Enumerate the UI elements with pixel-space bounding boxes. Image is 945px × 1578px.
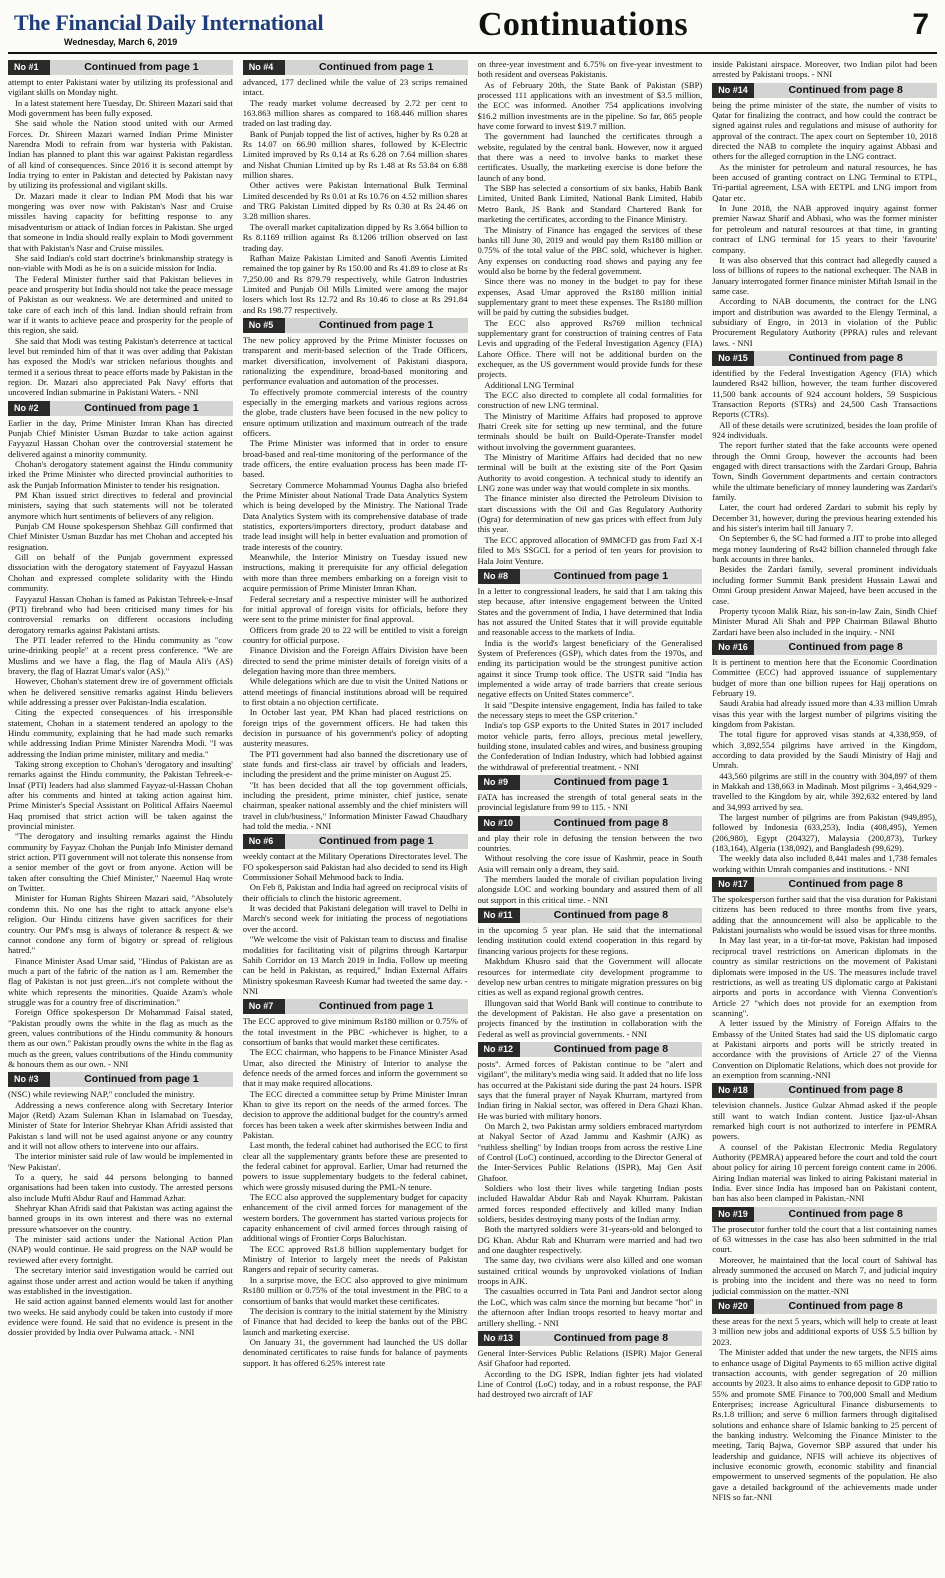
story-paragraph: As of February 20th, the State Bank of Pakistan (SBP) processed 111 applications with an investment of $3.5 million, the ECC was informed. Another 754 applications involving $16.2 million investments are in the pipeline. So far, 865 people have come forward to invest $19.7 million. <box>477 79 703 132</box>
continued-from-label: Continued from page 1 <box>553 776 669 789</box>
story-paragraph: "We welcome the visit of Pakistan team to discuss and finalise modalities for facilitating visit of pilgrims through Kartarpur Sahib Corridor on 13 March 2019 in India. Follow up meeting can be held in Pakistan, as required," Indian External Affairs Ministry spokesman Raveesh Kumar had tweeted the same day. - NNI <box>242 934 468 996</box>
story-paragraph: The Prime Minister was informed that in order to ensure broad-based and real-time monitoring of the performance of the trade officers, the entire evaluation process has been made IT-based. <box>242 438 468 480</box>
continued-from-label: Continued from page 1 <box>84 61 199 73</box>
story-paragraph: The Minister added that under the new targets, the NFIS aims to enhance usage of Digital Payments to 65 million active digital transaction accounts, with gender segregation of 20 million accounts by 2023. It also aims to enhance deposit to GDP ratio to 55% and promote SME Finance to 700,000 Small and Medium Enterprises; increase Agricultural Finance disbursements to Rs.1.8 trillion; and serve 6 million farmers through digitalised solutions and enhance share of Islamic banking to 25 percent of the banking industry. Welcoming the Finance Minister to the meeting, Tariq Bajwa, Governor SBP assured that under his leadership and guidance, NFIS will achieve its objectives of inclusive economic growth, economic stability and financial empowerment to unserved segments of the population. He also gave a detailed background of the achievements made under NFIS so far.-NNI <box>712 1347 937 1502</box>
story-number: No #7 <box>243 999 285 1014</box>
story-paragraph: advanced, 177 declined while the value of 23 scrips remained intact. <box>242 77 468 98</box>
story-header <box>712 877 937 892</box>
story-paragraph: To a query, he said 44 persons belonging to banned organisations had been taken into custody. The arrested persons also include Mufti Abdur Rauf and Hammad Azhar. <box>8 1172 233 1203</box>
continued-story <box>243 318 468 832</box>
story-paragraph: All of these details were scrutinized, besides the loan profile of 924 individuals. <box>712 419 937 440</box>
story-paragraph: The Ministry of Maritime Affairs had proposed to approve Jhatri Creek site for setting up new terminal, and the future terminals should be built on Build-Operate-Transfer model without involving the government guarantees. <box>477 410 703 452</box>
story-number: No #8 <box>478 569 520 584</box>
story-header <box>478 908 703 923</box>
story-header <box>712 1207 937 1222</box>
story-paragraph: The spokesperson further said that the visa duration for Pakistani citizens has been reduced to three months from five years, adding that the announcement will also be applicable to the Pakistani journalists who would be issued visas for three months. <box>712 894 937 936</box>
story-paragraph: Dr. Mazari made it clear to Indian PM Modi that his war mongering was over now with Pakistan's Nasr and Cruise missiles having capacity for befitting response to any misadventurism or attack of Indian forces in Pakistan. She urged that someone in India should really explain to Modi government that with Pakistan's Nasr and Cruise missiles. <box>8 190 233 253</box>
continued-from-label: Continued from page 8 <box>553 909 669 922</box>
continued-from-label: Continued from page 1 <box>318 835 434 848</box>
story-paragraph: The overall market capitalization dipped by Rs 3.664 billion to Rs 8.1169 trillion against Rs 8.1206 trillion observed on last trading day. <box>242 221 468 253</box>
continued-from-label: Continued from page 1 <box>553 569 669 582</box>
story-paragraph: According to NAB documents, the contract for the LNG import and distribution was awarded to the Elengy Terminal, a subsidiary of Engro, in 2013 in violation of the Public Procurement Regulatory Authority (PPRA) rules and relevant laws. - NNI <box>712 296 937 348</box>
story-paragraph: The report further stated that the fake accounts were opened through the Omni Group, however the accounts had been engaged with direct transactions with the Zardari Group, Bahria Town, Sindh Government departments and certain contractors while the ultimate beneficiary of money laundering was Zardari's family. <box>712 440 937 503</box>
story-header <box>8 401 233 416</box>
story-paragraph: and play their role in defusing the tension between the two countries. <box>477 832 703 854</box>
story-header <box>712 83 937 98</box>
story-paragraph: The ECC directed a committee setup by Prime Minister Imran Khan to give its report on the needs of the armed forces. The decision to approve the additional budget for the country's armed forces has been taken a week after skirmishes between India and Pakistan. <box>242 1088 468 1140</box>
story-paragraph: The largest number of pilgrims are from Pakistan (949,895), followed by Indonesia (633,253), India (408,495), Yemen (206,980), Egypt (204327), Malaysia (200,873), Turkey (183,164), Algeria (138,092), and Bangladesh (99,629). <box>712 812 937 854</box>
continued-story <box>712 83 937 348</box>
story-number: No #2 <box>8 401 50 416</box>
story-paragraph: The total figure for approved visas stands at 4,338,959, of which 3,892,554 pilgrims have arrived in the Kingdom, according to data provided by the Saudi Ministry of Hajj and Umrah. <box>712 729 937 771</box>
story-paragraph: The SBP has selected a consortium of six banks, Habib Bank Limited, United Bank Limited, National Bank Limited, Habib Metro Bank, JS Bank and Standard Chartered Bank for marketing the certificates, according to the Finance Ministry. <box>477 183 703 225</box>
continued-story <box>478 59 703 566</box>
story-header <box>478 775 703 790</box>
story-header <box>478 569 703 584</box>
story-number: No #10 <box>478 816 520 831</box>
story-paragraph: identified by the Federal Investigation Agency (FIA) which laundered Rs42 billion, however, the team further discovered 11,500 bank accounts of 924 account holders, 59 Suspicious Transaction Reports (STRs) and 24,500 Cash Transactions Reports (CTRs). <box>712 367 937 420</box>
story-number: No #13 <box>478 1331 520 1346</box>
story-paragraph: She said whole the Nation stood united with our Armed Forces. Dr. Shireen Mazari warned Indian Prime Minister Narendra Modi to refrain from war hysteria with Pakistan. Indian has planned to plant this war against Pakistan regardless of all kind of consequences. Since 2016 it is second attempt by India trying to enter in Pakistan and detected by Pakistan navy by utilizing its professional and vigilant skills. <box>8 118 233 191</box>
story-paragraph: In a letter to congressional leaders, he said that I am taking this step because, after intensive engagement between the United States and the government of India, I have determined that India has not assured the United States that it will provide equitable and reasonable access to the markets of India. <box>477 585 703 638</box>
continued-from-label: Continued from page 8 <box>788 83 903 96</box>
story-paragraph: In a latest statement here Tuesday, Dr. Shireen Mazari said that Modi government has been fully exposed. <box>8 97 233 119</box>
story-header <box>478 1042 703 1057</box>
story-paragraph: According to the DG ISPR, Indian fighter jets had violated Line of Control (LoC) today, and in a robust response, the PAF had destroyed two aircraft of IAF <box>477 1368 703 1400</box>
story-paragraph: The Ministry of Finance has engaged the services of these banks till June 30, 2019 and would pay them Rs180 million or 0.75% of the total value of the PBC sold, whichever is higher. Any expenses on conducting road shows and paying any fee would also be borne by the federal government. <box>477 224 703 276</box>
story-paragraph: Illungovan said that World Bank will continue to contribute to the development of Pakistan. He also gave a presentation on projects financed by the institution in collaboration with the Federal as well as provincial governments. - NNI <box>477 997 703 1039</box>
story-number: No #18 <box>712 1083 754 1098</box>
story-paragraph: "It has been decided that all the top government officials, including the president, prime minister, chief justice, senate chairman, speaker national assembly and the chief ministers will travel in club/business," Information Minister Fawad Chaudhary had told the media. - NNI <box>242 779 468 832</box>
story-header <box>243 834 468 849</box>
story-paragraph: 443,560 pilgrims are still in the country with 304,897 of them in Makkah and 138,663 in Madinah. Most pilgrims - 3,464,929 - travelled to the Kingdom by air, while 392,632 entered by land and 34,993 arrived by sea. <box>712 770 937 812</box>
story-paragraph: In a surprise move, the ECC also approved to give minimum Rs180 million or 0.75% of the total investment in the PBC to a consortium of banks that would market these certificates. <box>242 1274 468 1306</box>
continued-from-label: Continued from page 8 <box>788 640 903 653</box>
story-paragraph: A letter issued by the Ministry of Foreign Affairs to the Embassy of the United States had said the US diplomatic cargo at Pakistani airports and ports will be strictly treated in accordance with the provisions of Article 27 of the Vienna Convention on Diplomatic Relations, which does not provide for an exemption from scanning.-NNI <box>712 1018 937 1080</box>
story-header <box>712 640 937 655</box>
story-number: No #20 <box>712 1299 754 1314</box>
story-paragraph: The secretary interior said investigation would be carried out against those under arrest and action would be taken if anything was established in the investigation. <box>8 1265 233 1296</box>
story-paragraph: In May last year, in a tit-for-tat move, Pakistan had imposed reciprocal travel restrictions on American diplomats in the country as similar restrictions on the movement of Pakistani diplomats were imposed in the US. The measures include travel restrictions, as well as treating US diplomatic cargo at Pakistani airports and ports in accordance with Vienna Convention's Article 27 "which does not provide for an exemption from scanning". <box>712 935 937 1018</box>
continued-from-label: Continued from page 8 <box>788 351 903 364</box>
story-paragraph: On Feb 8, Pakistan and India had agreed on reciprocal visits of their officials to clinch the historic agreement. <box>242 882 468 903</box>
story-header <box>8 1072 233 1087</box>
story-paragraph: Property tycoon Malik Riaz, his son-in-law Zain, Sindh Chief Minister Murad Ali Shah and PPP Chairman Bilawal Bhutto Zardari have been also included in the inquiry. - NNI <box>712 605 937 637</box>
story-paragraph: India is the world's largest beneficiary of the Generalised System of Preferences (GSP), which dates from the 1970s, and ending its participation would be the strongest punitive action against it since Trump took office. The USTR said "India has implemented a wide array of trade barriers that create serious negative effects on United States commerce". <box>477 637 703 700</box>
story-number: No #4 <box>243 60 285 75</box>
column-3 <box>478 59 703 1577</box>
continued-story <box>712 1207 937 1296</box>
story-paragraph: It was decided that Pakistani delegation will travel to Delhi in March's second week for initiating the process of negotiations over the accord. <box>242 903 468 934</box>
story-paragraph: On September 6, the SC had formed a JIT to probe into alleged mega money laundering of Rs42 billion channeled through fake bank accounts in three banks. <box>712 533 937 565</box>
story-header <box>243 999 468 1014</box>
story-paragraph: The government had launched the certificates through a website, regulated by the central bank. However, now it argued that there was a need to involve banks to market these certificates. Usually, the marketing exercise is done before the launch of any bond. <box>477 131 703 183</box>
story-paragraph: Saudi Arabia had already issued more than 4.33 million Umrah visas this year with the largest number of pilgrims visiting the kingdom from Pakistan. <box>712 698 937 729</box>
story-paragraph: Moreover, he maintained that the local court of Sahiwal has already summoned the accused on March 7, and judicial inquiry is probing into the incident and there was no need to form judicial commission on the matter.-NNI <box>712 1254 937 1296</box>
story-paragraph: "The derogatory and insulting remarks against the Hindu community by Fayyaz Chohan the Punjab Info Minister demand strict action. PTI government will not tolerate this nonsense from a senior member of the govt or from anyone. Action will be taken after consulting the Chief Minister," Naeemul Haq wrote on Twitter. <box>8 831 233 894</box>
story-paragraph: television channels. Justice Gulzar Ahmad asked if the people still want to watch Indian content. Justice Ijaz-ul-Ahsan remarked high court is not authorized to interfere in PEMRA powers. <box>712 1100 937 1142</box>
story-header <box>712 1299 937 1314</box>
continued-story <box>478 908 703 1039</box>
continued-story <box>712 351 937 637</box>
story-paragraph: In June 2018, the NAB approved inquiry against former premier Nawaz Sharif and Abbasi, who was the former minister for petroleum and natural resources at that time, in granting contract of LNG terminal for 15 years to their 'favourite' company. <box>712 203 937 255</box>
story-header <box>8 60 233 75</box>
story-paragraph: Fayyazul Hassan Chohan is famed as Pakistan Tehreek-e-Insaf (PTI) firebrand who had been criticised many times for his controversial remarks on different occasions including derogatory remarks against Pakistani artists. <box>8 593 233 635</box>
story-paragraph: The members lauded the morale of civilian population living alongside LOC and working boundary and assured them of all out support in this critical time. - NNI <box>477 874 703 905</box>
story-paragraph: She said Indian's cold start doctrine's brinkmanship strategy is non-viable with Modi as he is on a suicide mission for India. <box>8 252 233 274</box>
continued-story <box>243 999 468 1368</box>
section-title: Continuations <box>478 6 688 43</box>
story-paragraph: Since there was no money in the budget to pay for these expenses, Asad Umar approved the Rs180 million initial supplementary grant to meet these expenses. The Rs180 million will be paid by cutting the subsidies budget. <box>477 276 703 318</box>
story-paragraph: While delegations which are due to visit the United Nations or attend meetings of financial institutions abroad will be required to first obtain a no objection certificate. <box>242 676 468 707</box>
story-paragraph: Finance Minister Asad Umar said, "Hindus of Pakistan are as much a part of the fabric of the nation as I am. Remember the flag of Pakistan is not just green...it's not complete without the white which represents the minorities. Quaide Azam's whole struggle was for a country free of discrimination." <box>8 955 233 1007</box>
story-paragraph: Officers from grade 20 to 22 will be entitled to visit a foreign country for official purpose. <box>242 624 468 645</box>
continued-story <box>8 60 233 398</box>
continued-story <box>8 1072 233 1337</box>
continued-from-label: Continued from page 8 <box>788 1300 903 1313</box>
story-paragraph: It said "Despite intensive engagement, India has failed to take the necessary steps to meet the GSP criterion." <box>477 699 703 720</box>
story-paragraph: inside Pakistani airspace. Moreover, two Indian pilot had been arrested by Pakistani troops. - NNI <box>712 59 937 80</box>
story-paragraph: However, Chohan's statement drew ire of government officials when he delivered sensitive remarks against Hindu believers while addressing a presser over Pakistan-India escalation. <box>8 676 233 707</box>
story-paragraph: Later, the court had ordered Zardari to submit his reply by December 31, however, during the previous hearing extended his and his sister's interim bail till January 7. <box>712 502 937 534</box>
story-paragraph: Foreign Office spokesperson Dr Mohammad Faisal stated, "Pakistan proudly owns the white in the flag as much as the green, values contributions of the Hindu community & honours them as our own." Pakistan proudly owns the white in the flag as much as the green, values contributions of the Hindu community & honours them as our own. - NNI <box>8 1007 233 1069</box>
page-number: 7 <box>912 8 929 41</box>
story-paragraph: The interior minister said rule of law would be implemented in 'New Pakistan'. <box>8 1151 233 1172</box>
continued-story <box>478 569 703 772</box>
story-paragraph: Earlier in the day, Prime Minister Imran Khan has directed Punjab Chief Minister Usman Buzdar to take action against Fayyazul Hassan Chohan over the controversial statement he delivered against a minority community. <box>8 417 233 459</box>
story-paragraph: India's top GSP exports to the United States in 2017 included motor vehicle parts, ferro alloys, precious metal jewellery, building stone, insulated cables and wires, and business grouping the Confederation of Indian Industry, which had lobbied against the withdrawal of preferential treatment. - NNI <box>477 720 703 772</box>
story-paragraph: General Inter-Services Public Relations (ISPR) Major General Asif Ghafoor had reported. <box>477 1347 703 1369</box>
story-paragraph: Makhdum Khusro said that the Government will allocate resources for intermediate city development programme to develop new urban centres to mitigate migration pressures on big cities as well as expand regional growth centres. <box>477 956 703 998</box>
story-paragraph: The prosecutor further told the court that a list containing names of 63 witnesses in the case has also been submitted in the trial court. <box>712 1223 937 1255</box>
story-paragraph: in the upcoming 5 year plan. He said that the international lending institution could extend cooperation in this regard by financing various projects for these regions. <box>477 925 703 956</box>
continued-from-label: Continued from page 1 <box>318 1000 434 1013</box>
story-paragraph: Taking strong exception to Chohan's 'derogatory and insulting' remarks against the Hindu community, the Pakistan Tehreek-e-Insaf (PTI) leaders had also slammed Fayyaz-ul-Hassan Chohan after his comments and hinted at taking action against him. Prime Minister's Special Assistant on Political Affairs Naeemul Haq promised that strict action will be taken against the provincial minister. <box>8 759 233 832</box>
story-paragraph: The decision is contrary to the initial statement by the Ministry of Finance that had decided to keep the banks out of the PBC launch and marketing exercise. <box>242 1305 468 1337</box>
continued-from-label: Continued from page 1 <box>84 1073 199 1086</box>
story-header <box>243 318 468 333</box>
story-paragraph: PM Khan issued strict directives to federal and provincial ministers, saying that such statements will not be tolerated anymore which hurt sentiments of believers of any religion. <box>8 490 233 521</box>
column-2 <box>243 59 468 1577</box>
story-number: No #3 <box>8 1072 50 1087</box>
story-paragraph: Federal secretary and a respective minister will be authorized for initial approval of foreign visits for officials, before they were sent to the prime minister for final approval. <box>242 593 468 625</box>
story-paragraph: Shehryar Khan Afridi said that Pakistan was acting against the banned groups in its own interest and there was no external pressure whatsoever on the country. <box>8 1203 233 1234</box>
story-number: No #9 <box>478 775 520 790</box>
story-header <box>478 1331 703 1346</box>
story-paragraph: Other actives were Pakistan International Bulk Terminal Limited descended by Rs 0.01 at Rs 10.76 on 4.52 million shares and TRG Pakistan Limited dipped by Rs 0.30 at Rs 24.46 on 3.28 million shares. <box>242 180 468 222</box>
story-paragraph: The weekly data also included 8,441 males and 1,738 females working within Umrah companies and institutions. - NNI <box>712 853 937 874</box>
continued-from-label: Continued from page 8 <box>788 1084 903 1097</box>
story-paragraph: Chohan's derogatory statement against the Hindu community irked the Prime Minister who directed provincial authorities to ask the Punjab Information Minister to tender his resignation. <box>8 459 233 490</box>
story-paragraph: Gill on behalf of the Punjab government expressed dissociation with the derogatory statement of Fayyazul Hassan Chohan and expressed complete solidarity with the Hindu community. <box>8 552 233 594</box>
story-paragraph: The minister said actions under the National Action Plan (NAP) would continue. He said progress on the NAP would be reviewed after every fortnight. <box>8 1234 233 1265</box>
story-paragraph: The PTI leader referred to the Hindu community as "cow urine-drinking people" at a recent press conference. "We are Muslims and we have a flag, the flag of Maula Ali's (AS) bravery, the flag of Hazrat Umar's valor (AS)." <box>8 634 233 676</box>
column-4 <box>712 59 937 1577</box>
story-number: No #12 <box>478 1042 520 1057</box>
story-header <box>243 60 468 75</box>
story-paragraph: posts". Armed forces of Pakistan continue to be "alert and vigilant", the military's media wing said. It added that no life loss has occurred at the Pakistani side during the past 24 hours. ISPR says that the funeral prayer of Nayak Khurram, martyred from Indian firing in Nakial sector, was offered in Dera Ghazi Khan. He was buried with military honors. <box>477 1058 703 1121</box>
story-paragraph: The new policy approved by the Prime Minister focusses on transparent and merit-based selection of the Trade Officers, market diversification, involvement of Pakistani diaspora, rationalizing the expenditure, broad-based monitoring and performance evaluation and automation of the processes. <box>242 334 468 387</box>
story-number: No #16 <box>712 640 754 655</box>
story-paragraph: The finance minister also directed the Petroleum Division to start discussions with the Oil and Gas Regulatory Authority (Ogra) for determination of new gas prices with effect from July this year. <box>477 493 703 535</box>
story-paragraph: on three-year investment and 6.75% on five-year investment to both resident and overseas Pakistanis. <box>477 59 703 80</box>
story-paragraph: Soldiers who lost their lives while targeting Indian posts included Hawaldar Abdur Rab and Nayak Khurram. Pakistan armed forces responded effectively and killed many Indian soldiers, besides destroying many posts of the Indian army. <box>477 1183 703 1225</box>
continued-story <box>712 59 937 80</box>
story-paragraph: The ECC chairman, who happens to be Finance Minister Asad Umar, also directed the Ministry of Interior to analyse the defence needs of the armed forces and inform the government so that it may make required allocations. <box>242 1047 468 1089</box>
masthead <box>8 4 937 54</box>
issue-date: Wednesday, March 6, 2019 <box>64 37 178 47</box>
story-paragraph: It was also observed that this contract had allegedly caused a loss of billions of rupees to the national exchequer. The NAB in January interrogated former finance minister Miftah Ismail in the same case. <box>712 254 937 296</box>
story-paragraph: The Ministry of Maritime Affairs had decided that no new terminal will be built at the existing site of the Port Qasim Authority to avoid congestion. A technical study to identify an LNG zone was under way that would complete in six months. <box>477 452 703 494</box>
story-number: No #6 <box>243 834 285 849</box>
story-paragraph: Rafhan Maize Pakistan Limited and Sanofi Aventis Limited remained the top gainer by Rs 150.00 and Rs 41.89 to close at Rs 7,250.00 and Rs 879.79 respectively, while Gatron Industries Limited and Punjab Oil Mills Limited were among the major losers which lost Rs 12.72 and Rs 10.46 to close at Rs 291.84 and Rs 198.77 respectively. <box>242 252 468 315</box>
story-paragraph: Both the martyred soldiers were 31-years-old and belonged to DG Khan. Abdur Rab and Khurram were married and had two and one daughter respectively. <box>477 1224 703 1256</box>
newspaper-name: The Financial Daily International <box>14 10 324 35</box>
story-paragraph: The PTI government had also banned the discretionary use of state funds and first-class air travel by officials and leaders, including the president and the prime minister on August 25. <box>242 748 468 780</box>
article-columns <box>8 59 937 1577</box>
story-number: No #5 <box>243 318 285 333</box>
continued-story <box>712 1299 937 1502</box>
story-header <box>478 816 703 831</box>
continued-story <box>243 834 468 996</box>
story-paragraph: The ECC approved allocation of 9MMCFD gas from Fazl X-I filed to M/s SSGCL for a period of ten years for provision to Hala Joint Venture. <box>477 534 703 566</box>
continued-story <box>712 877 937 1080</box>
story-paragraph: In October last year, PM Khan had placed restrictions on foreign trips of the government officers. He had taken this decision in pursuance of his government's policy of adopting austerity measures. <box>242 707 468 749</box>
story-paragraph: The ECC also directed to complete all codal formalities for construction of new LNG terminal. <box>477 390 703 411</box>
story-header <box>712 1083 937 1098</box>
story-paragraph: On January 31, the government had launched the US dollar denominated certificates to raise funds for balance of payments support. It has offered 6.25% interest rate <box>242 1336 468 1368</box>
story-paragraph: As the minister for petroleum and natural resources, he has been accused of granting contract on LNG Terminal to ETPL, Tri-partial agreement, LSA with EETPL and LNG import from Qatar etc. <box>712 161 937 203</box>
story-paragraph: Minister for Human Rights Shireen Mazari said, "Absolutely condemn this. No one has the right to attack anyone else's religion. Our Hindu citizens have given sacrifices for their country. Our PM's msg is always of tolerance & respect & we cannot condone any form of bigotry or spread of religious hatred." <box>8 893 233 956</box>
story-paragraph: Meanwhile, the Interior Ministry on Tuesday issued new instructions, making it prerequisite for any official delegation with more than three members embarking on a foreign visit to acquire permission of Prime Minister Imran Khan. <box>242 552 468 594</box>
story-paragraph: The ECC also approved Rs769 million technical supplementary grant for construction of training centres of Fata Levis and upgrading of the Federal Investigation Agency (FIA) Lahore Office. There will not be additional burden on the exchequer, as the US government would provide funds for these projects. <box>477 317 703 380</box>
story-paragraph: It is pertinent to mention here that the Economic Coordination Committee (ECC) had approved issuance of supplementary budget of more than one billion rupees for Hajj operations on February 19. <box>712 656 937 698</box>
story-paragraph: On March 2, two Pakistan army soldiers embraced martyrdom at Nakyal Sector of Azad Jammu and Kashmir (AJK) as "ruthless shelling" by Indian troops from across the restive Line of Control (LoC) continued, according to the Director General of the Inter-Services Public Relations (ISPR), Maj Gen Asif Ghafoor. <box>477 1120 703 1183</box>
story-paragraph: Secretary Commerce Mohammad Younus Dagha also briefed the Prime Minister about National Trade Data Analytics System which is being developed by the Ministry. The National Trade Data Analytics System with its comprehensive database of trade statistics, exporters/importers directory, product database and trade lead insight will help in better evaluation and promotion of trade interests of the country. <box>242 479 468 552</box>
continued-story <box>478 1042 703 1328</box>
continued-from-label: Continued from page 8 <box>553 1331 669 1344</box>
story-paragraph: The same day, two civilians were also killed and one woman sustained critical wounds by unprovoked violations of Indian troops in AJK. <box>477 1255 703 1287</box>
story-number: No #14 <box>712 83 754 98</box>
story-paragraph: A counsel of the Pakistan Electronic Media Regulatory Authority (PEMRA) appeared before the court and told the court about policy for airing 10 percent foreign content came in 2006. Airing Indian material was linked to airing Pakistani material in India. Ever since India has imposed ban on Pakistani content, ban has also been clamped in Pakistan.-NNI <box>712 1141 937 1204</box>
story-paragraph: The ready market volume decreased by 2.72 per cent to 163.863 million shares as compared to 168.446 million shares traded on last trading day. <box>242 97 468 129</box>
continued-from-label: Continued from page 1 <box>318 61 434 73</box>
story-paragraph: Without resolving the core issue of Kashmir, peace in South Asia will remain only a dream, they said. <box>477 853 703 874</box>
continued-story <box>478 816 703 905</box>
continued-from-label: Continued from page 8 <box>553 816 669 829</box>
continued-from-label: Continued from page 8 <box>788 1207 903 1220</box>
story-paragraph: Addressing a news conference along with Secretary Interior Major (Retd) Azam Suleman Khan in Islamabad on Tuesday, Minister of State for Interior Shehryar Khan Afridi assisted that Pakistan s land will not be used against anyone or any country and it will not allow others to intervene into our affairs. <box>8 1099 233 1152</box>
story-paragraph: Bank of Punjab topped the list of actives, higher by Rs 0.28 at Rs 14.07 on 66.90 million shares, followed by K-Electric Limited improved by Rs 0.14 at Rs 6.28 on 7.64 million shares and Nishat Chunian Limited up by Rs 1.48 at Rs 53.84 on 6.88 million shares. <box>242 128 468 181</box>
story-number: No #17 <box>712 877 754 892</box>
story-paragraph: Citing the expected consequences of his irresponsible statement, Chohan in a statement tendered an apology to the Hindu community, explaining that he had made such remarks while addressing Indian Prime Minister Narendra Modi. "I was addressing the Indian prime minister, military and media." <box>8 707 233 759</box>
story-paragraph: Finance Division and the Foreign Affairs Division have been directed to send the prime minister details of foreign visits of a delegation having more than three members. <box>242 645 468 676</box>
story-paragraph: Punjab CM House spokesperson Shehbaz Gill confirmed that Chief Minister Usman Buzdar has met Chohan and accepted his resignation. <box>8 521 233 552</box>
story-paragraph: being the prime minister of the state, the number of visits to Qatar for finalizing the contract, and how could the contract be signed against rules and regulations and misuse of authority for approval of the contract. The apex court on September 10, 2018 directed the NAB to complete the inquiry against Abbasi and others for the alleged corruption in the LNG contract. <box>712 99 937 162</box>
story-paragraph: FATA has increased the strength of total general seats in the provincial legislature from 99 to 115. - NNI <box>477 792 703 813</box>
continued-story <box>478 775 703 813</box>
continued-story <box>8 401 233 1070</box>
story-paragraph: The ECC approved Rs1.8 billion supplementary budget for Ministry of Interior to largely meet the needs of Pakistan Rangers and repair of security cameras. <box>242 1243 468 1275</box>
continued-from-label: Continued from page 8 <box>553 1042 669 1055</box>
story-paragraph: (NSC) while reviewing NAP," concluded the ministry. <box>8 1089 195 1100</box>
story-header <box>712 351 937 366</box>
story-paragraph: attempt to enter Pakistani water by utilizing its professional and vigilant skills on Monday night. <box>8 77 233 98</box>
story-paragraph: The casualties occurred in Tata Pani and Jandrot sector along the LoC, which was calm since the morning but became "hot" in the afternoon after Indian troops resorted to heavy mortar and artillery shelling. - NNI <box>477 1286 703 1328</box>
continued-story <box>712 640 937 874</box>
continued-from-label: Continued from page 1 <box>318 318 434 331</box>
story-paragraph: The ECC also approved the supplementary budget for capacity enhancement of the civil armed forces for management of the western borders. The government has started various projects for capacity enhancement of civil armed forces through raising of additional wings of Frontier Corps Baluchistan. <box>242 1192 468 1244</box>
continued-story <box>712 1083 937 1203</box>
story-number: No #19 <box>712 1207 754 1222</box>
story-paragraph: The ECC approved to give minimum Rs180 million or 0.75% of the total investment in the PBC -whichever is higher, to a consortium of banks that would market these certificates. <box>242 1016 468 1047</box>
story-paragraph: To effectively promote commercial interests of the country especially in the emerging markets and various regions across the globe, trade clusters have been focused in the new policy to ensure optimum utilization and maximum outreach of the trade officers. <box>242 386 468 438</box>
story-paragraph: The Federal Minister further said that Pakistan believes in peace and prosperity but India should not take the peace message of Pakistan as our weakness. We are determined and united to take care of each inch of this land. Indian should refrain from war if it wants to achieve peace and prosperity for the people of this region, she said. <box>8 273 233 336</box>
story-paragraph: Besides the Zardari family, several prominent individuals including former Summit Bank president Hussain Lawai and Omni Group president Anwar Majeed, have been accused in the case. <box>712 564 937 606</box>
story-number: No #15 <box>712 351 754 366</box>
story-paragraph: Last month, the federal cabinet had authorised the ECC to first clear all the supplementary grants before these are presented to the federal cabinet for approval. Earlier, Umar had returned the powers to issue supplementary budgets to the federal cabinet, which were grossly misused during the PML-N tenure. <box>242 1140 468 1192</box>
story-paragraph: Additional LNG Terminal <box>484 379 574 390</box>
continued-story <box>243 60 468 315</box>
continued-story <box>478 1331 703 1400</box>
story-number: No #11 <box>478 908 520 923</box>
story-number: No #1 <box>8 60 50 75</box>
column-1 <box>8 59 233 1577</box>
story-paragraph: He said action against banned elements would last for another two weeks. He said anybody could be taken into custody if more evidence were found. He said that no evidence is present in the dossier provided by India over Pulwama attack. - NNI <box>8 1296 233 1338</box>
story-paragraph: weekly contact at the Military Operations Directorates level. The FO spokesperson said Pakistan had also decided to send its High Commissioner Sohail Mehmood back to India. <box>242 851 468 883</box>
story-paragraph: She said that Modi was testing Pakistan's deterrence at tactical level but reminded him of that it was over adding that Pakistan has exposed the Modi's war stricken nefarious thoughts and termed it a serious threat to peace efforts made by Pakistan in the region. Dr. Mazari also appreciated Pak Navy' efforts that uncovered Indian submarine in Pakistani Waters. - NNI <box>8 335 233 398</box>
continued-from-label: Continued from page 1 <box>84 401 199 414</box>
continued-from-label: Continued from page 8 <box>788 878 903 891</box>
story-paragraph: these areas for the next 5 years, which will help to create at least 3 million new jobs and additional exports of US$ 5.5 billion by 2023. <box>712 1316 937 1347</box>
